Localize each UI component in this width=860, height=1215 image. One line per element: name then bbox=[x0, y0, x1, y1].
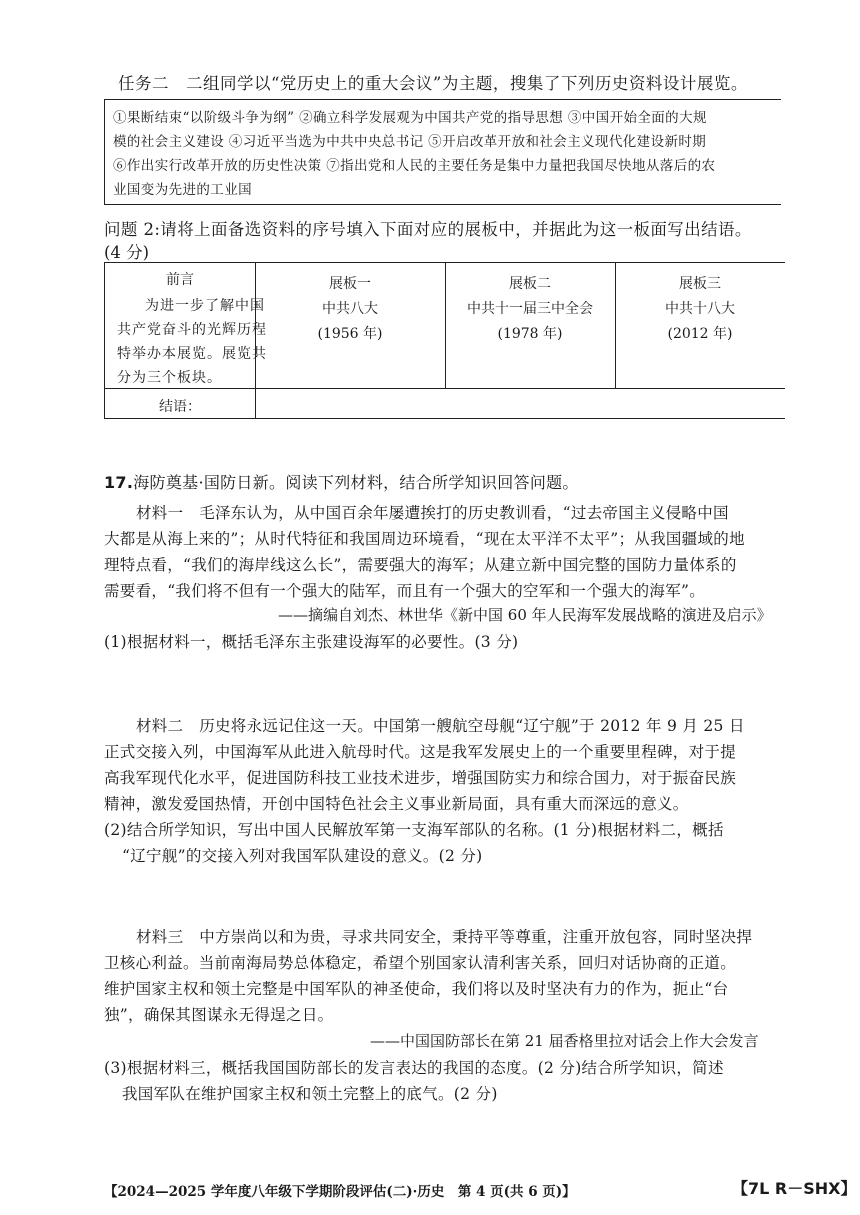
material-one-line: 理特点看，“我们的海岸线这么长”，需要强大的海军；从建立新中国完整的国防力量体系的 bbox=[104, 556, 737, 574]
material-two-line: 材料二 历史将永远记住这一天。中国第一艘航空母舰“辽宁舰”于 2012 年 9 月 25 日 bbox=[136, 717, 745, 735]
question-17-heading bbox=[104, 470, 579, 493]
board-one-title: 展板一 bbox=[329, 276, 371, 292]
board-three-title: 展板三 bbox=[679, 276, 721, 292]
paper-code: 【7L R－SHX】 bbox=[732, 1179, 857, 1198]
materials-box bbox=[104, 99, 781, 205]
material-line: ①果断结束“以阶级斗争为纲” ②确立科学发展观为中国共产党的指导思想 ③中国开始全面的大规 bbox=[113, 110, 707, 126]
material-one-source: ——摘编自刘杰、林世华《新中国 60 年人民海军发展战略的演进及启示》 bbox=[278, 606, 772, 624]
board-two-meeting: 中共十一届三中全会 bbox=[467, 301, 593, 317]
preface-line: 分为三个板块。 bbox=[117, 370, 222, 386]
conclusion-answer-area[interactable] bbox=[257, 390, 783, 416]
board-two-title: 展板二 bbox=[509, 276, 551, 292]
exhibit-table bbox=[104, 262, 785, 419]
material-three-line: 独”，确保其图谋永无得逞之日。 bbox=[104, 1006, 334, 1024]
board-three-meeting: 中共十八大 bbox=[665, 301, 735, 317]
material-three-line: 卫核心利益。当前南海局势总体稳定，希望个别国家认清利害关系，回归对话协商的正道。 bbox=[104, 954, 737, 972]
question-two-prompt: 问题 2:请将上面备选资料的序号填入下面对应的展板中，并据此为这一板面写出结语。 bbox=[104, 220, 752, 239]
task-two-title: 任务二 二组同学以“党历史上的重大会议”为主题，搜集了下列历史资料设计展览。 bbox=[118, 74, 748, 93]
material-one-line: 材料一 毛泽东认为，从中国百余年屡遭挨打的历史教训看，“过去帝国主义侵略中国 bbox=[136, 504, 729, 522]
sub-question-1: (1)根据材料一，概括毛泽东主张建设海军的必要性。(3 分) bbox=[104, 633, 519, 651]
board-two-year: (1978 年) bbox=[497, 326, 563, 342]
sub-question-2-cont: “辽宁舰”的交接入列对我国军队建设的意义。(2 分) bbox=[122, 847, 483, 865]
table-divider bbox=[105, 388, 785, 389]
board-three-year: (2012 年) bbox=[667, 326, 733, 342]
preface-line: 共产党奋斗的光辉历程 bbox=[117, 322, 267, 338]
sub-question-3: (3)根据材料三，概括我国国防部长的发言表达的我国的态度。(2 分)结合所学知识，简述 bbox=[104, 1059, 724, 1077]
preface-title: 前言 bbox=[166, 272, 194, 288]
material-three-line: 材料三 中方崇尚以和为贵，寻求共同安全，秉持平等尊重，注重开放包容，同时坚决捍 bbox=[136, 928, 753, 946]
preface-line: 特举办本展览。展览共 bbox=[117, 346, 267, 362]
board-one-year: (1956 年) bbox=[317, 326, 383, 342]
material-one-line: 需要看，“我们将不但有一个强大的陆军，而且有一个强大的空军和一个强大的海军”。 bbox=[104, 582, 706, 600]
material-three-source: ——中国国防部长在第 21 届香格里拉对话会上作大会发言 bbox=[370, 1032, 759, 1050]
material-one-line: 大都是从海上来的”；从时代特征和我国周边环境看，“现在太平洋不太平”；从我国疆域的地 bbox=[104, 530, 745, 548]
board-one-meeting: 中共八大 bbox=[322, 301, 378, 317]
material-three-line: 维护国家主权和领土完整是中国军队的神圣使命，我们将以及时坚决有力的作为，扼止“台 bbox=[104, 980, 729, 998]
sub-question-2: (2)结合所学知识，写出中国人民解放军第一支海军部队的名称。(1 分)根据材料二，概括 bbox=[104, 821, 724, 839]
conclusion-label: 结语： bbox=[159, 399, 201, 415]
material-line: ⑥作出实行改革开放的历史性决策 ⑦指出党和人民的主要任务是集中力量把我国尽快地从落后的农 bbox=[113, 158, 716, 174]
question-number: 17. bbox=[104, 473, 134, 492]
page-footer: 【2024—2025 学年度八年级下学期阶段评估(二)·历史 第 4 页(共 6 页)】 bbox=[104, 1184, 576, 1200]
material-two-line: 正式交接入列，中国海军从此进入航母时代。这是我军发展史上的一个重要里程碑，对于提 bbox=[104, 743, 737, 761]
sub-question-3-cont: 我国军队在维护国家主权和领土完整上的底气。(2 分) bbox=[122, 1085, 498, 1103]
question-two-score: (4 分) bbox=[104, 243, 150, 262]
material-line: 模的社会主义建设 ④习近平当选为中共中央总书记 ⑤开启改革开放和社会主义现代化建设新时期 bbox=[113, 134, 707, 150]
material-line: 业国变为先进的工业国 bbox=[113, 182, 252, 198]
preface-line: 为进一步了解中国 bbox=[145, 298, 265, 314]
material-two-line: 高我军现代化水平，促进国防科技工业技术进步，增强国防实力和综合国力，对于振奋民族 bbox=[104, 769, 737, 787]
question-17-title: 海防奠基·国防日新。阅读下列材料，结合所学知识回答问题。 bbox=[133, 473, 579, 492]
material-two-line: 精神，激发爱国热情，开创中国特色社会主义事业新局面，具有重大而深远的意义。 bbox=[104, 795, 689, 813]
